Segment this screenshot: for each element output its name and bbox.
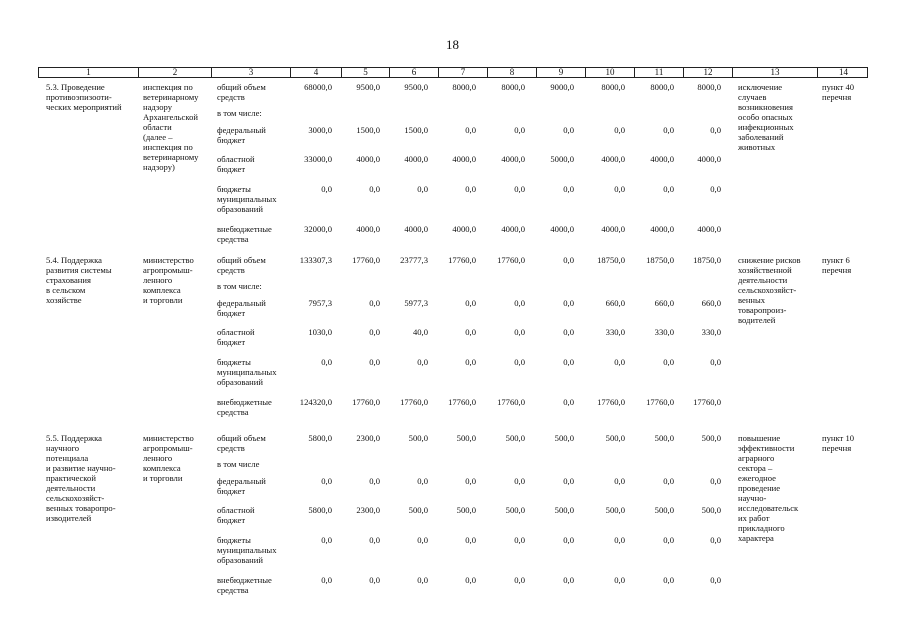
section-reference: пункт 6 перечня [822, 255, 852, 275]
amount-cell: 0,0 [514, 575, 525, 585]
amount-cell: 0,0 [465, 125, 476, 135]
amount-cell: 660,0 [654, 298, 674, 308]
amount-cell: 9500,0 [356, 82, 380, 92]
amount-cell: 68000,0 [304, 82, 332, 92]
amount-cell: 0,0 [614, 575, 625, 585]
amount-cell: 2300,0 [356, 505, 380, 515]
amount-cell: 17760,0 [693, 397, 721, 407]
funding-source-label: областной бюджет [217, 154, 255, 174]
funding-source-label: бюджеты муниципальных образований [217, 535, 277, 565]
amount-cell: 17760,0 [400, 397, 428, 407]
amount-cell: 1500,0 [356, 125, 380, 135]
amount-cell: 0,0 [663, 575, 674, 585]
funding-source-label: бюджеты муниципальных образований [217, 357, 277, 387]
amount-cell: 0,0 [614, 476, 625, 486]
table-header-row [38, 67, 868, 78]
funding-source-label: областной бюджет [217, 505, 255, 525]
amount-cell: 0,0 [417, 184, 428, 194]
amount-cell: 1030,0 [308, 327, 332, 337]
header-cell-12: 12 [683, 68, 732, 77]
amount-cell: 500,0 [654, 505, 674, 515]
header-cell-11: 11 [634, 68, 683, 77]
amount-cell: 9000,0 [550, 82, 574, 92]
amount-cell: 18750,0 [693, 255, 721, 265]
amount-cell: 0,0 [710, 535, 721, 545]
amount-cell: 0,0 [563, 397, 574, 407]
amount-cell: 8000,0 [601, 82, 625, 92]
amount-cell: 18750,0 [597, 255, 625, 265]
amount-cell: 2300,0 [356, 433, 380, 443]
amount-cell: 0,0 [465, 535, 476, 545]
amount-cell: 330,0 [605, 327, 625, 337]
amount-cell: 0,0 [710, 125, 721, 135]
funding-source-label: в том числе [217, 459, 260, 469]
amount-cell: 0,0 [710, 476, 721, 486]
amount-cell: 0,0 [563, 476, 574, 486]
header-cell-5: 5 [341, 68, 389, 77]
amount-cell: 0,0 [563, 535, 574, 545]
amount-cell: 0,0 [514, 357, 525, 367]
amount-cell: 0,0 [514, 535, 525, 545]
funding-source-label: федеральный бюджет [217, 476, 266, 496]
amount-cell: 500,0 [456, 433, 476, 443]
header-cell-1: 1 [86, 67, 91, 77]
amount-cell: 0,0 [663, 535, 674, 545]
amount-cell: 5800,0 [308, 433, 332, 443]
section-executor: министерство агропромыш- ленного комплекса и торговли [143, 255, 194, 305]
amount-cell: 8000,0 [501, 82, 525, 92]
amount-cell: 0,0 [465, 476, 476, 486]
funding-source-label: общий объем средств [217, 433, 266, 453]
amount-cell: 0,0 [369, 575, 380, 585]
funding-source-label: в том числе: [217, 281, 262, 291]
section-reference: пункт 10 перечня [822, 433, 855, 453]
header-cell-14: 14 [817, 68, 869, 77]
amount-cell: 7957,3 [308, 298, 332, 308]
amount-cell: 0,0 [563, 357, 574, 367]
amount-cell: 0,0 [514, 125, 525, 135]
amount-cell: 0,0 [321, 575, 332, 585]
header-cell-9: 9 [536, 68, 585, 77]
amount-cell: 0,0 [710, 184, 721, 194]
amount-cell: 4000,0 [650, 224, 674, 234]
funding-source-label: бюджеты муниципальных образований [217, 184, 277, 214]
amount-cell: 0,0 [465, 184, 476, 194]
amount-cell: 0,0 [614, 535, 625, 545]
section-result: повышение эффективности аграрного сектора – ежегодное проведение научно- исследовательск их работ прикладного характера [738, 433, 799, 543]
funding-source-label: федеральный бюджет [217, 298, 266, 318]
amount-cell: 0,0 [563, 298, 574, 308]
amount-cell: 3000,0 [308, 125, 332, 135]
amount-cell: 500,0 [505, 505, 525, 515]
amount-cell: 500,0 [654, 433, 674, 443]
amount-cell: 0,0 [369, 327, 380, 337]
amount-cell: 0,0 [369, 535, 380, 545]
amount-cell: 4000,0 [601, 154, 625, 164]
amount-cell: 17760,0 [597, 397, 625, 407]
amount-cell: 8000,0 [452, 82, 476, 92]
funding-source-label: областной бюджет [217, 327, 255, 347]
amount-cell: 0,0 [663, 357, 674, 367]
amount-cell: 0,0 [321, 476, 332, 486]
amount-cell: 17760,0 [646, 397, 674, 407]
header-cell-7: 7 [438, 68, 487, 77]
amount-cell: 0,0 [465, 575, 476, 585]
amount-cell: 500,0 [505, 433, 525, 443]
page-number: 18 [446, 37, 459, 52]
amount-cell: 17760,0 [497, 397, 525, 407]
section-result: исключение случаев возникновения особо опасных инфекционных заболеваний животных [738, 82, 794, 152]
section-title: 5.4. Поддержка развития системы страхования в сельском хозяйстве [46, 255, 112, 305]
amount-cell: 0,0 [614, 125, 625, 135]
amount-cell: 0,0 [369, 184, 380, 194]
amount-cell: 4000,0 [550, 224, 574, 234]
amount-cell: 4000,0 [501, 224, 525, 234]
amount-cell: 500,0 [554, 505, 574, 515]
amount-cell: 0,0 [663, 476, 674, 486]
amount-cell: 17760,0 [448, 397, 476, 407]
amount-cell: 0,0 [663, 184, 674, 194]
amount-cell: 660,0 [605, 298, 625, 308]
amount-cell: 4000,0 [404, 154, 428, 164]
amount-cell: 40,0 [412, 327, 428, 337]
amount-cell: 32000,0 [304, 224, 332, 234]
amount-cell: 500,0 [456, 505, 476, 515]
amount-cell: 4000,0 [356, 224, 380, 234]
amount-cell: 500,0 [554, 433, 574, 443]
amount-cell: 660,0 [701, 298, 721, 308]
amount-cell: 0,0 [321, 535, 332, 545]
amount-cell: 0,0 [417, 476, 428, 486]
amount-cell: 4000,0 [650, 154, 674, 164]
header-cell-3: 3 [211, 68, 290, 77]
funding-source-label: внебюджетные средства [217, 224, 272, 244]
amount-cell: 5800,0 [308, 505, 332, 515]
section-title: 5.5. Поддержка научного потенциала и развитие научно- практической деятельности сельскохозяйст- венных товаропро- изводителей [46, 433, 116, 523]
amount-cell: 500,0 [605, 433, 625, 443]
amount-cell: 9500,0 [404, 82, 428, 92]
amount-cell: 17760,0 [352, 397, 380, 407]
amount-cell: 0,0 [563, 184, 574, 194]
amount-cell: 8000,0 [650, 82, 674, 92]
header-cell-13: 13 [732, 68, 817, 77]
amount-cell: 330,0 [654, 327, 674, 337]
amount-cell: 0,0 [614, 184, 625, 194]
section-executor: инспекция по ветеринарному надзору Архангельской области (далее – инспекция по ветеринарному надзору) [143, 82, 199, 172]
amount-cell: 0,0 [563, 327, 574, 337]
amount-cell: 0,0 [514, 184, 525, 194]
amount-cell: 0,0 [563, 125, 574, 135]
header-cell-8: 8 [487, 68, 536, 77]
section-result: снижение рисков хозяйственной деятельности сельскохозяйст- венных товаропроиз- водителей [738, 255, 801, 325]
amount-cell: 18750,0 [646, 255, 674, 265]
funding-source-label: общий объем средств [217, 82, 266, 102]
amount-cell: 0,0 [710, 575, 721, 585]
amount-cell: 0,0 [663, 125, 674, 135]
section-title: 5.3. Проведение противоэпизооти- ческих мероприятий [46, 82, 122, 112]
header-cell-4: 4 [290, 68, 341, 77]
amount-cell: 1500,0 [404, 125, 428, 135]
amount-cell: 0,0 [514, 476, 525, 486]
funding-source-label: внебюджетные средства [217, 575, 272, 595]
funding-source-label: внебюджетные средства [217, 397, 272, 417]
amount-cell: 17760,0 [497, 255, 525, 265]
amount-cell: 4000,0 [501, 154, 525, 164]
header-cell-10: 10 [585, 68, 634, 77]
section-reference: пункт 40 перечня [822, 82, 855, 102]
amount-cell: 0,0 [710, 357, 721, 367]
amount-cell: 4000,0 [601, 224, 625, 234]
amount-cell: 0,0 [514, 298, 525, 308]
amount-cell: 0,0 [563, 575, 574, 585]
amount-cell: 330,0 [701, 327, 721, 337]
amount-cell: 17760,0 [352, 255, 380, 265]
amount-cell: 5977,3 [404, 298, 428, 308]
amount-cell: 5000,0 [550, 154, 574, 164]
funding-source-label: общий объем средств [217, 255, 266, 275]
amount-cell: 0,0 [614, 357, 625, 367]
amount-cell: 4000,0 [697, 224, 721, 234]
amount-cell: 8000,0 [697, 82, 721, 92]
amount-cell: 4000,0 [356, 154, 380, 164]
amount-cell: 33000,0 [304, 154, 332, 164]
amount-cell: 500,0 [408, 433, 428, 443]
funding-source-label: федеральный бюджет [217, 125, 266, 145]
amount-cell: 0,0 [417, 535, 428, 545]
amount-cell: 17760,0 [448, 255, 476, 265]
amount-cell: 0,0 [417, 575, 428, 585]
amount-cell: 4000,0 [404, 224, 428, 234]
amount-cell: 0,0 [369, 476, 380, 486]
amount-cell: 0,0 [417, 357, 428, 367]
amount-cell: 0,0 [369, 357, 380, 367]
amount-cell: 0,0 [369, 298, 380, 308]
amount-cell: 133307,3 [299, 255, 332, 265]
amount-cell: 124320,0 [299, 397, 332, 407]
amount-cell: 0,0 [465, 327, 476, 337]
header-cell-6: 6 [389, 68, 438, 77]
amount-cell: 23777,3 [400, 255, 428, 265]
amount-cell: 4000,0 [452, 224, 476, 234]
section-executor: министерство агропромыш- ленного комплекса и торговли [143, 433, 194, 483]
amount-cell: 0,0 [514, 327, 525, 337]
amount-cell: 0,0 [321, 357, 332, 367]
header-cell-2: 2 [138, 68, 211, 77]
amount-cell: 500,0 [605, 505, 625, 515]
amount-cell: 0,0 [465, 357, 476, 367]
amount-cell: 500,0 [408, 505, 428, 515]
funding-source-label: в том числе: [217, 108, 262, 118]
amount-cell: 500,0 [701, 505, 721, 515]
amount-cell: 0,0 [321, 184, 332, 194]
amount-cell: 0,0 [563, 255, 574, 265]
amount-cell: 0,0 [465, 298, 476, 308]
amount-cell: 4000,0 [697, 154, 721, 164]
amount-cell: 4000,0 [452, 154, 476, 164]
amount-cell: 500,0 [701, 433, 721, 443]
